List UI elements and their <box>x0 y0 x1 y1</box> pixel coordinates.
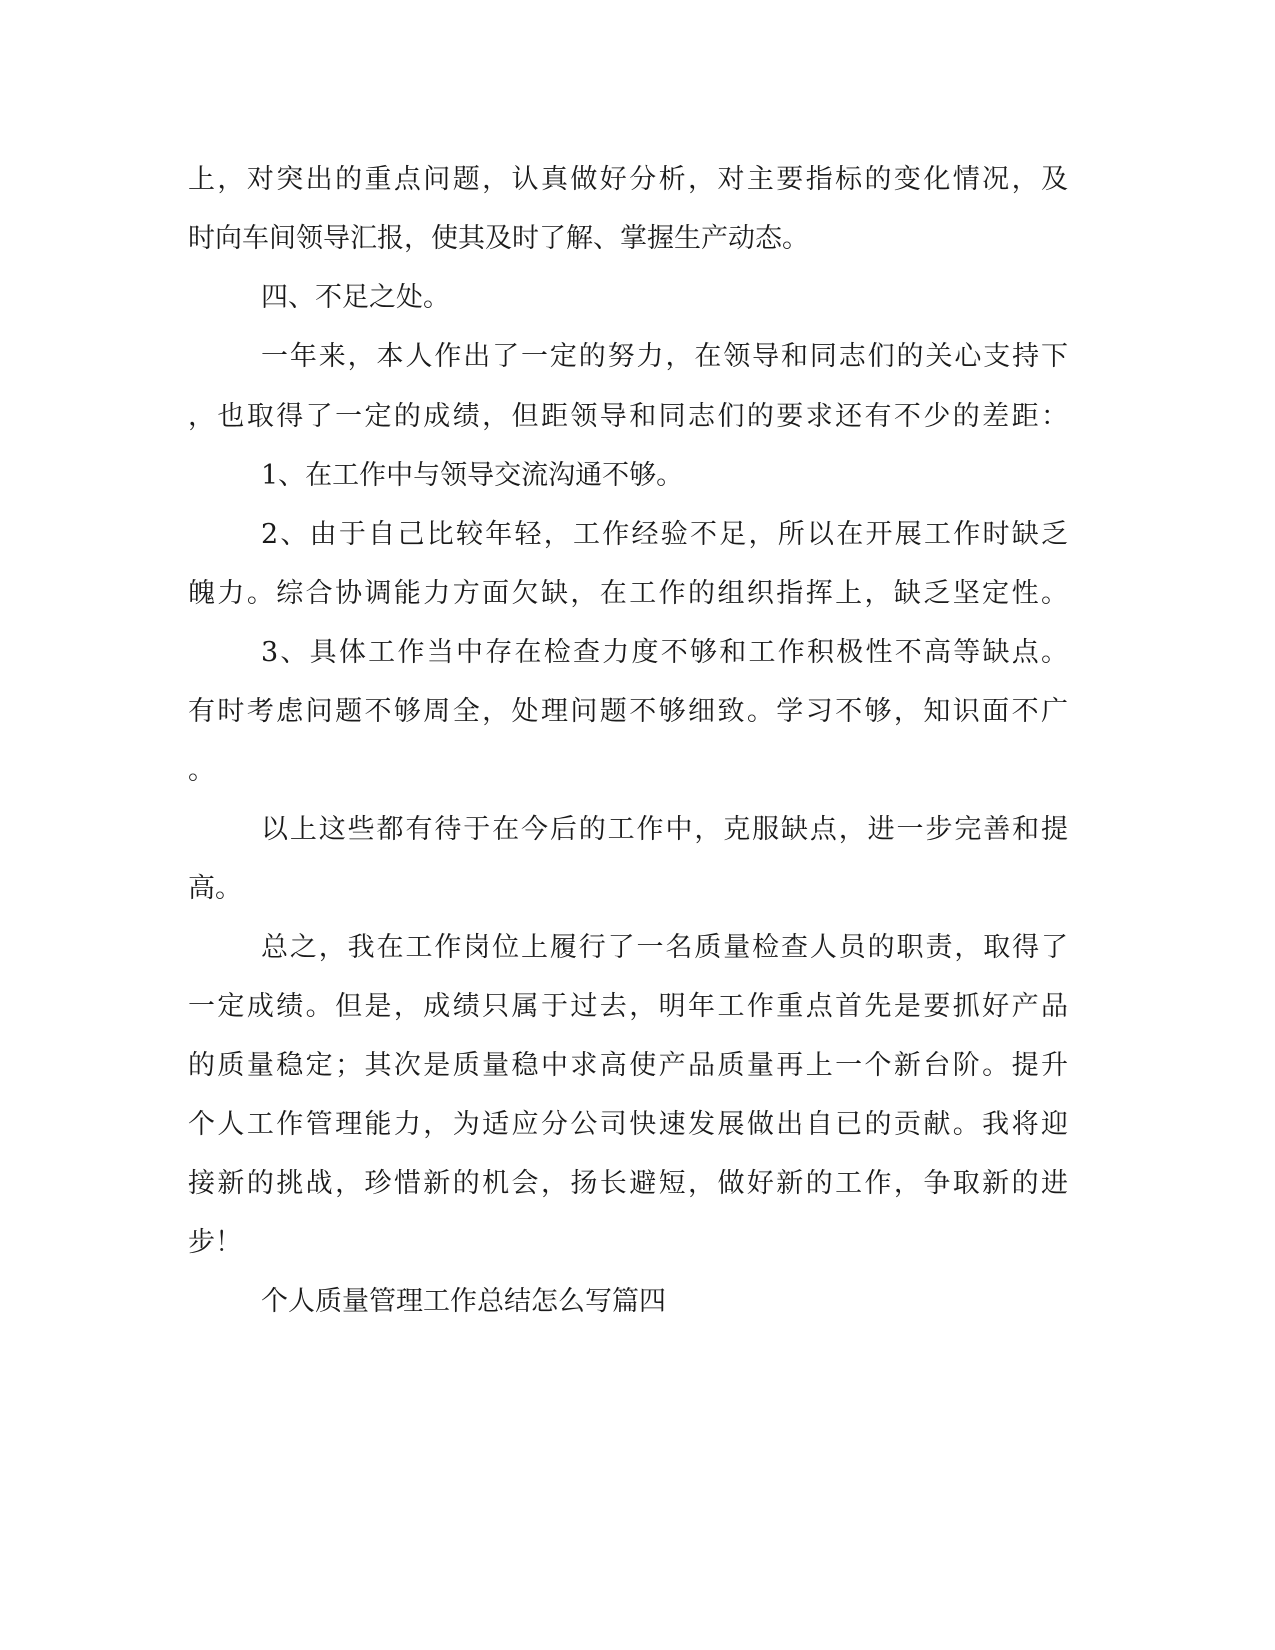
text-line: 一定成绩。但是，成绩只属于过去，明年工作重点首先是要抓好产品 <box>188 991 1068 1022</box>
list-item: 1、在工作中与领导交流沟通不够。 <box>261 460 684 491</box>
text-line: 高。 <box>188 873 242 904</box>
text-line: ，也取得了一定的成绩，但距领导和同志们的要求还有不少的差距： <box>188 401 1068 432</box>
section-heading: 个人质量管理工作总结怎么写篇四 <box>261 1286 666 1317</box>
text-line: 上，对突出的重点问题，认真做好分析，对主要指标的变化情况，及 <box>188 164 1068 195</box>
text-line: 以上这些都有待于在今后的工作中，克服缺点，进一步完善和提 <box>261 814 1068 845</box>
text-line: 有时考虑问题不够周全，处理问题不够细致。学习不够，知识面不广 <box>188 696 1068 727</box>
text-line: 魄力。综合协调能力方面欠缺，在工作的组织指挥上，缺乏坚定性。 <box>188 578 1068 609</box>
list-item: 3、具体工作当中存在检查力度不够和工作积极性不高等缺点。 <box>261 637 1068 668</box>
text-line: 步！ <box>188 1227 242 1258</box>
text-line: 一年来，本人作出了一定的努力，在领导和同志们的关心支持下 <box>261 341 1068 372</box>
text-line: 的质量稳定；其次是质量稳中求高使产品质量再上一个新台阶。提升 <box>188 1050 1068 1081</box>
list-item: 2、由于自己比较年轻，工作经验不足，所以在开展工作时缺乏 <box>261 519 1068 550</box>
text-line: 个人工作管理能力，为适应分公司快速发展做出自已的贡献。我将迎 <box>188 1109 1068 1140</box>
text-line: 接新的挑战，珍惜新的机会，扬长避短，做好新的工作，争取新的进 <box>188 1168 1068 1199</box>
text-line: 。 <box>188 755 215 786</box>
text-line: 时向车间领导汇报，使其及时了解、掌握生产动态。 <box>188 223 809 254</box>
text-line: 总之，我在工作岗位上履行了一名质量检查人员的职责，取得了 <box>261 932 1068 963</box>
section-heading: 四、不足之处。 <box>261 282 450 313</box>
